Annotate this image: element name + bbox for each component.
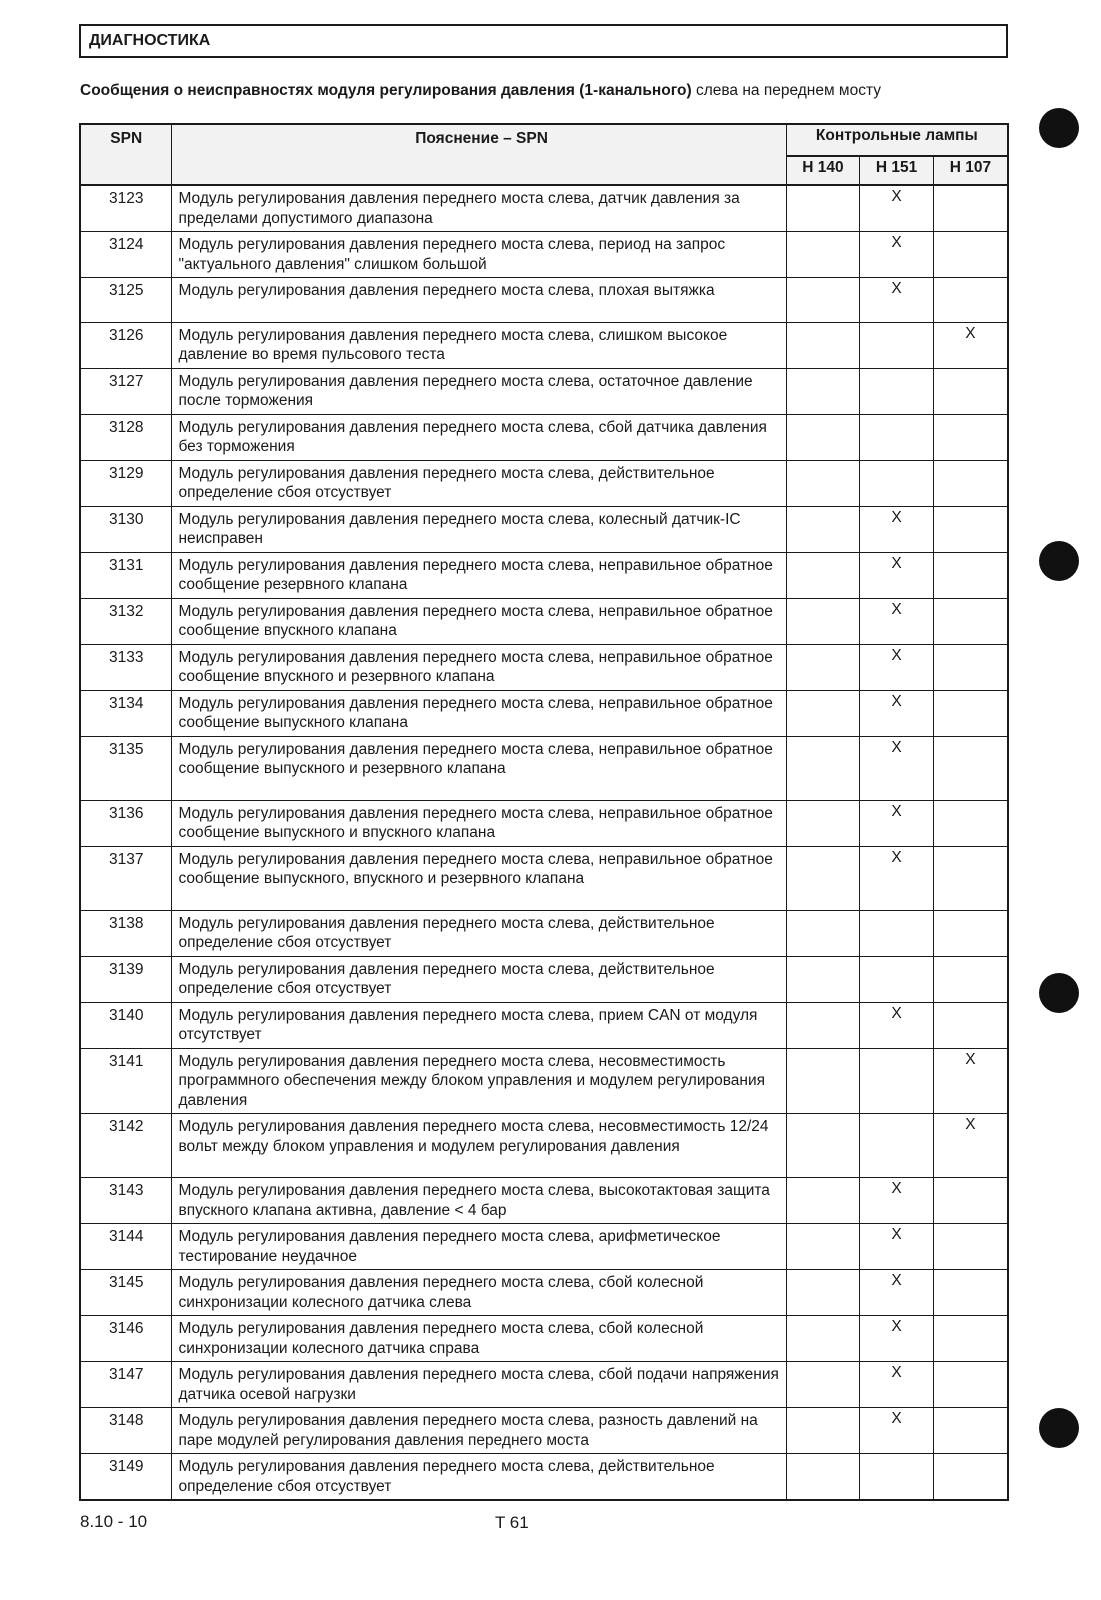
- lamp-h151-mark: X: [860, 690, 934, 736]
- spn-code: 3137: [80, 846, 172, 910]
- lamp-h151-mark: X: [860, 1362, 934, 1408]
- spn-explanation: Модуль регулирования давления переднего моста слева, колесный датчик-IC неисправен: [172, 506, 786, 552]
- table-row: [80, 598, 1008, 644]
- spn-code: 3138: [80, 910, 172, 956]
- lamp-h151-mark: X: [860, 506, 934, 552]
- table-row: [80, 1224, 1008, 1270]
- lamp-h140-mark: [786, 1270, 860, 1316]
- spn-explanation: Модуль регулирования давления переднего моста слева, слишком высокое давление во время пульсового теста: [172, 322, 786, 368]
- spn-explanation: Модуль регулирования давления переднего моста слева, сбой колесной синхронизации колесного датчика справа: [172, 1316, 786, 1362]
- lamp-h140-mark: [786, 644, 860, 690]
- spn-code: 3135: [80, 736, 172, 800]
- spn-code: 3147: [80, 1362, 172, 1408]
- spn-explanation: Модуль регулирования давления переднего моста слева, неправильное обратное сообщение выпускного, впускного и резервного клапана: [172, 846, 786, 910]
- table-row: [80, 278, 1008, 323]
- lamp-h107-mark: [933, 1002, 1008, 1048]
- lamp-h151-mark: [860, 1048, 934, 1114]
- page-number: T 61: [495, 1513, 529, 1532]
- spn-code: 3127: [80, 368, 172, 414]
- spn-explanation: Модуль регулирования давления переднего моста слева, неправильное обратное сообщение выпускного клапана: [172, 690, 786, 736]
- spn-explanation: Модуль регулирования давления переднего моста слева, неправильное обратное сообщение впускного клапана: [172, 598, 786, 644]
- table-row: [80, 1408, 1008, 1454]
- lamp-h140-mark: [786, 1316, 860, 1362]
- lamp-h107-mark: [933, 1454, 1008, 1501]
- lamp-h151-mark: [860, 460, 934, 506]
- table-row: [80, 368, 1008, 414]
- lamp-h107-mark: [933, 800, 1008, 846]
- spn-explanation: Модуль регулирования давления переднего моста слева, прием CAN от модуля отсутствует: [172, 1002, 786, 1048]
- spn-explanation: Модуль регулирования давления переднего моста слева, остаточное давление после торможения: [172, 368, 786, 414]
- table-row: [80, 1454, 1008, 1501]
- lamp-h107-mark: X: [933, 1048, 1008, 1114]
- lamp-h107-mark: [933, 910, 1008, 956]
- table-row: [80, 460, 1008, 506]
- spn-explanation: Модуль регулирования давления переднего моста слева, арифметическое тестирование неудачное: [172, 1224, 786, 1270]
- spn-explanation: Модуль регулирования давления переднего моста слева, действительное определение сбоя отсуствует: [172, 910, 786, 956]
- lamp-h140-mark: [786, 956, 860, 1002]
- spn-code: 3123: [80, 185, 172, 232]
- lamp-h140-mark: [786, 232, 860, 278]
- spn-explanation: Модуль регулирования давления переднего моста слева, период на запрос "актуального давления" слишком большой: [172, 232, 786, 278]
- lamp-h107-mark: [933, 598, 1008, 644]
- table-row: [80, 1178, 1008, 1224]
- page-section-number: 8.10 - 10: [80, 1512, 148, 1531]
- table-row: [80, 1362, 1008, 1408]
- table-row: [80, 232, 1008, 278]
- spn-explanation: Модуль регулирования давления переднего моста слева, неправильное обратное сообщение резервного клапана: [172, 552, 786, 598]
- table-row: [80, 1002, 1008, 1048]
- spn-explanation: Модуль регулирования давления переднего моста слева, действительное определение сбоя отсуствует: [172, 460, 786, 506]
- lamp-h151-mark: X: [860, 552, 934, 598]
- lamp-h140-mark: [786, 414, 860, 460]
- lamp-h140-mark: [786, 460, 860, 506]
- spn-explanation: Модуль регулирования давления переднего моста слева, разность давлений на паре модулей регулирования давления переднего моста: [172, 1408, 786, 1454]
- lamp-h140-mark: [786, 1454, 860, 1501]
- lamp-h140-mark: [786, 278, 860, 323]
- spn-explanation: Модуль регулирования давления переднего моста слева, сбой колесной синхронизации колесного датчика слева: [172, 1270, 786, 1316]
- spn-explanation: Модуль регулирования давления переднего моста слева, неправильное обратное сообщение выпускного и резервного клапана: [172, 736, 786, 800]
- header-lamp-h140: H 140: [786, 156, 860, 185]
- spn-code: 3148: [80, 1408, 172, 1454]
- binder-hole-icon: [1039, 973, 1079, 1013]
- lamp-h107-mark: [933, 232, 1008, 278]
- spn-code: 3134: [80, 690, 172, 736]
- spn-explanation: Модуль регулирования давления переднего моста слева, неправильное обратное сообщение впускного и резервного клапана: [172, 644, 786, 690]
- table-row: [80, 910, 1008, 956]
- lamp-h151-mark: [860, 414, 934, 460]
- table-row: [80, 1316, 1008, 1362]
- lamp-h107-mark: [933, 644, 1008, 690]
- binder-hole-icon: [1039, 108, 1079, 148]
- lamp-h151-mark: X: [860, 736, 934, 800]
- page-heading: [80, 82, 1020, 100]
- lamp-h140-mark: [786, 846, 860, 910]
- lamp-h107-mark: [933, 1362, 1008, 1408]
- lamp-h151-mark: X: [860, 598, 934, 644]
- lamp-h140-mark: [786, 322, 860, 368]
- spn-table: [79, 123, 1009, 1501]
- lamp-h140-mark: [786, 368, 860, 414]
- lamp-h151-mark: [860, 956, 934, 1002]
- lamp-h107-mark: [933, 1224, 1008, 1270]
- lamp-h107-mark: [933, 956, 1008, 1002]
- spn-code: 3125: [80, 278, 172, 323]
- lamp-h140-mark: [786, 506, 860, 552]
- lamp-h140-mark: [786, 800, 860, 846]
- spn-code: 3140: [80, 1002, 172, 1048]
- lamp-h151-mark: [860, 368, 934, 414]
- lamp-h107-mark: [933, 1270, 1008, 1316]
- binder-hole-icon: [1039, 541, 1079, 581]
- lamp-h151-mark: [860, 1454, 934, 1501]
- lamp-h151-mark: X: [860, 1270, 934, 1316]
- spn-explanation: Модуль регулирования давления переднего моста слева, плохая вытяжка: [172, 278, 786, 323]
- lamp-h151-mark: X: [860, 644, 934, 690]
- spn-explanation: Модуль регулирования давления переднего моста слева, несовместимость программного обеспечения между блоком управления и модулем регулирования давления: [172, 1048, 786, 1114]
- table-row: [80, 846, 1008, 910]
- lamp-h140-mark: [786, 690, 860, 736]
- lamp-h140-mark: [786, 736, 860, 800]
- lamp-h107-mark: [933, 1408, 1008, 1454]
- lamp-h140-mark: [786, 1362, 860, 1408]
- spn-explanation: Модуль регулирования давления переднего моста слева, действительное определение сбоя отсуствует: [172, 956, 786, 1002]
- lamp-h151-mark: X: [860, 1408, 934, 1454]
- table-row: [80, 1048, 1008, 1114]
- lamp-h151-mark: X: [860, 1178, 934, 1224]
- heading-bold: Сообщения о неисправностях модуля регулирования давления (1-канального): [80, 82, 692, 99]
- lamp-h140-mark: [786, 1048, 860, 1114]
- spn-code: 3142: [80, 1114, 172, 1178]
- lamp-h140-mark: [786, 1224, 860, 1270]
- table-row: [80, 185, 1008, 232]
- lamp-h140-mark: [786, 552, 860, 598]
- lamp-h107-mark: [933, 1316, 1008, 1362]
- spn-code: 3139: [80, 956, 172, 1002]
- spn-code: 3149: [80, 1454, 172, 1501]
- table-row: [80, 414, 1008, 460]
- table-row: [80, 552, 1008, 598]
- lamp-h151-mark: X: [860, 846, 934, 910]
- lamp-h151-mark: X: [860, 1002, 934, 1048]
- table-body: [80, 185, 1008, 1500]
- header-lamp-h107: H 107: [933, 156, 1008, 185]
- spn-explanation: Модуль регулирования давления переднего моста слева, действительное определение сбоя отсуствует: [172, 1454, 786, 1501]
- lamp-h107-mark: [933, 506, 1008, 552]
- spn-explanation: Модуль регулирования давления переднего моста слева, сбой подачи напряжения датчика осевой нагрузки: [172, 1362, 786, 1408]
- spn-explanation: Модуль регулирования давления переднего моста слева, сбой датчика давления без торможения: [172, 414, 786, 460]
- table-row: [80, 736, 1008, 800]
- spn-explanation: Модуль регулирования давления переднего моста слева, неправильное обратное сообщение выпускного и впускного клапана: [172, 800, 786, 846]
- heading-normal: слева на переднем мосту: [691, 82, 881, 99]
- spn-code: 3136: [80, 800, 172, 846]
- lamp-h140-mark: [786, 185, 860, 232]
- lamp-h151-mark: X: [860, 185, 934, 232]
- lamp-h107-mark: [933, 460, 1008, 506]
- lamp-h107-mark: [933, 414, 1008, 460]
- lamp-h140-mark: [786, 1114, 860, 1178]
- lamp-h107-mark: [933, 1178, 1008, 1224]
- lamp-h140-mark: [786, 1002, 860, 1048]
- lamp-h140-mark: [786, 910, 860, 956]
- spn-code: 3126: [80, 322, 172, 368]
- lamp-h140-mark: [786, 1408, 860, 1454]
- spn-explanation: Модуль регулирования давления переднего моста слева, высокотактовая защита впускного клапана активна, давление < 4 бар: [172, 1178, 786, 1224]
- table-row: [80, 1114, 1008, 1178]
- lamp-h107-mark: [933, 552, 1008, 598]
- section-title: ДИАГНОСТИКА: [79, 24, 1008, 58]
- lamp-h151-mark: X: [860, 800, 934, 846]
- table-row: [80, 690, 1008, 736]
- spn-code: 3144: [80, 1224, 172, 1270]
- table-row: [80, 956, 1008, 1002]
- header-explanation: Пояснение – SPN: [172, 124, 786, 185]
- spn-explanation: Модуль регулирования давления переднего моста слева, несовместимость 12/24 вольт между блоком управления и модулем регулирования давления: [172, 1114, 786, 1178]
- table-row: [80, 800, 1008, 846]
- spn-code: 3132: [80, 598, 172, 644]
- spn-code: 3141: [80, 1048, 172, 1114]
- lamp-h151-mark: X: [860, 1316, 934, 1362]
- header-lamp-h151: H 151: [860, 156, 934, 185]
- table-row: [80, 1270, 1008, 1316]
- header-control-lamps: Контрольные лампы: [786, 124, 1008, 156]
- spn-code: 3124: [80, 232, 172, 278]
- lamp-h140-mark: [786, 1178, 860, 1224]
- spn-code: 3146: [80, 1316, 172, 1362]
- lamp-h151-mark: X: [860, 232, 934, 278]
- lamp-h151-mark: X: [860, 278, 934, 323]
- lamp-h107-mark: X: [933, 322, 1008, 368]
- lamp-h107-mark: [933, 185, 1008, 232]
- spn-code: 3131: [80, 552, 172, 598]
- spn-code: 3145: [80, 1270, 172, 1316]
- lamp-h107-mark: [933, 690, 1008, 736]
- lamp-h140-mark: [786, 598, 860, 644]
- lamp-h107-mark: [933, 368, 1008, 414]
- spn-code: 3128: [80, 414, 172, 460]
- lamp-h107-mark: [933, 846, 1008, 910]
- header-spn: SPN: [80, 124, 172, 185]
- lamp-h151-mark: [860, 1114, 934, 1178]
- spn-code: 3130: [80, 506, 172, 552]
- spn-code: 3143: [80, 1178, 172, 1224]
- lamp-h151-mark: X: [860, 1224, 934, 1270]
- spn-explanation: Модуль регулирования давления переднего моста слева, датчик давления за пределами допустимого диапазона: [172, 185, 786, 232]
- spn-code: 3133: [80, 644, 172, 690]
- table-row: [80, 322, 1008, 368]
- table-row: [80, 506, 1008, 552]
- spn-code: 3129: [80, 460, 172, 506]
- lamp-h151-mark: [860, 910, 934, 956]
- binder-hole-icon: [1039, 1408, 1079, 1448]
- lamp-h107-mark: X: [933, 1114, 1008, 1178]
- lamp-h107-mark: [933, 278, 1008, 323]
- table-row: [80, 644, 1008, 690]
- lamp-h107-mark: [933, 736, 1008, 800]
- lamp-h151-mark: [860, 322, 934, 368]
